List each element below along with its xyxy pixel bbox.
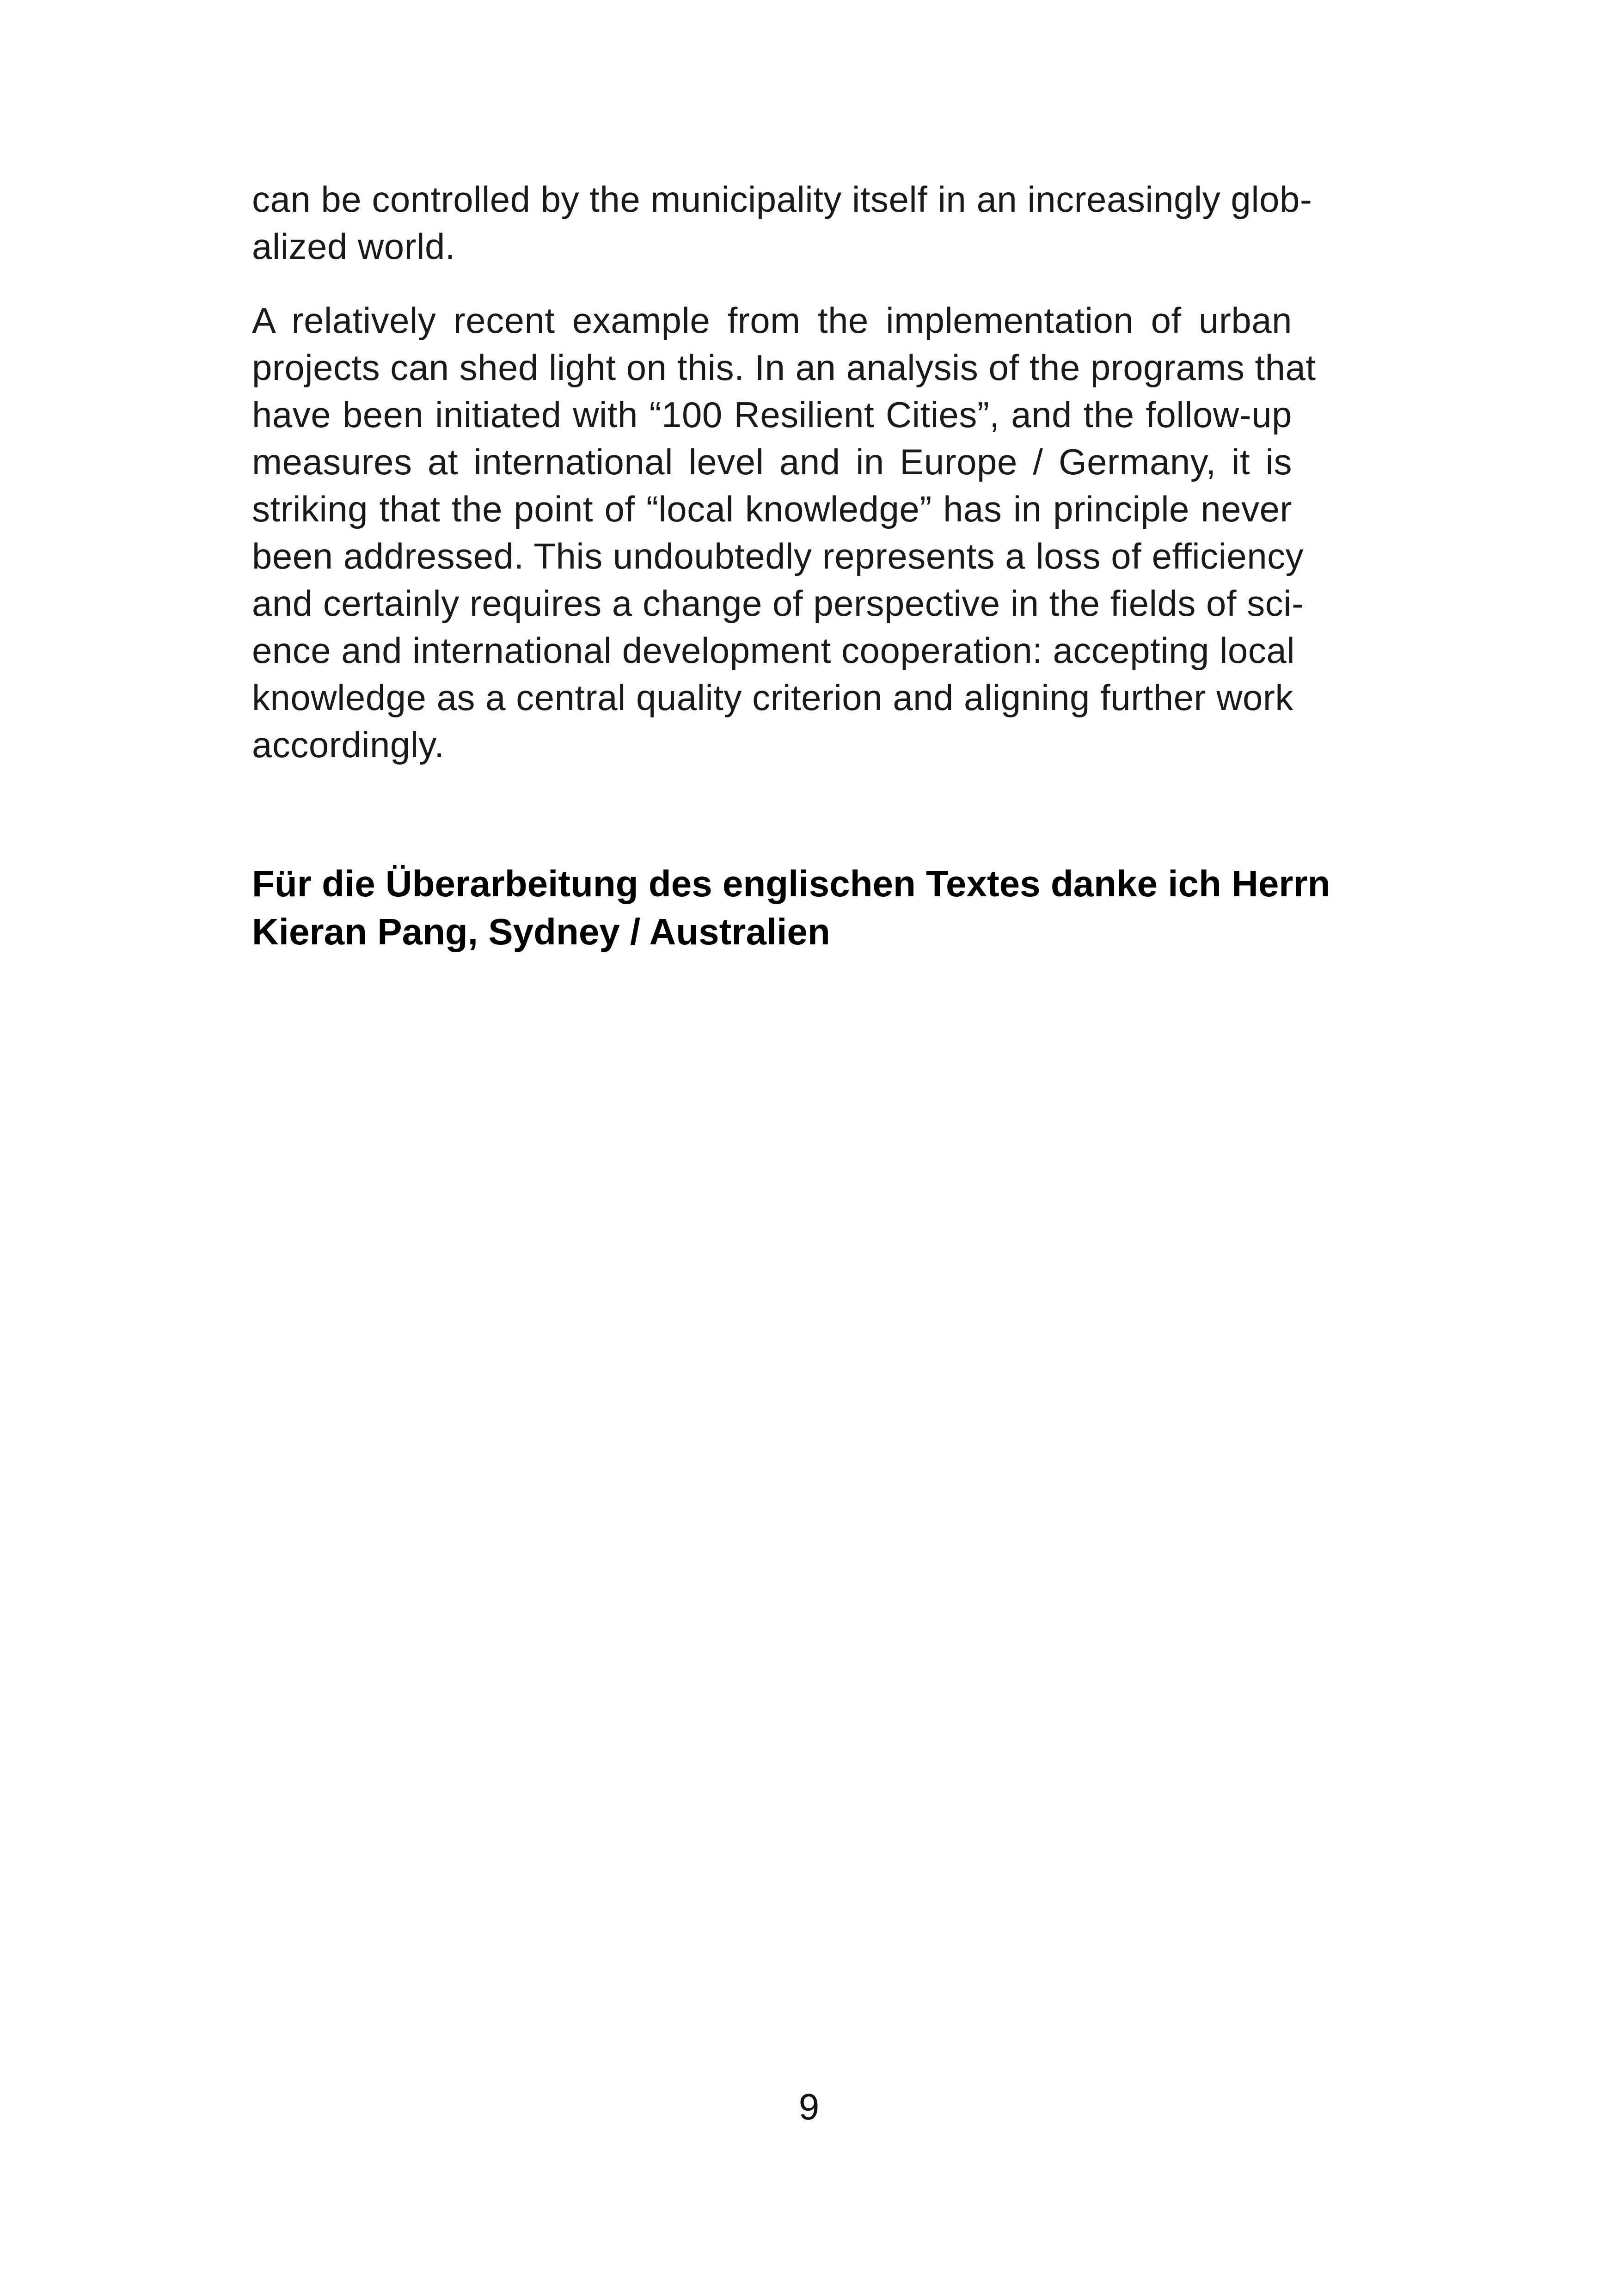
body-text: [252, 176, 1316, 768]
text-line: projects can shed light on this. In an analysis of the programs that: [252, 347, 1316, 388]
text-line: been addressed. This undoubtedly represents a loss of efficiency: [252, 536, 1304, 576]
acknowledgement-line: Für die Überarbeitung des englischen Textes danke ich Herrn: [252, 863, 1330, 904]
text-line: and certainly requires a change of perspective in the fields of sci-: [252, 583, 1304, 624]
text-line: measures at international level and in Europe / Germany, it is: [252, 441, 1292, 482]
paragraph-example: [252, 297, 1316, 768]
acknowledgement: [252, 860, 1330, 956]
text-line: can be controlled by the municipality itself in an increasingly glob-: [252, 179, 1312, 220]
text-line: A relatively recent example from the implementation of urban: [252, 300, 1292, 341]
text-line: striking that the point of “local knowledge” has in principle never: [252, 489, 1292, 529]
page-number: 9: [798, 2086, 820, 2127]
text-line: alized world.: [252, 226, 456, 267]
text-line: knowledge as a central quality criterion and aligning further work: [252, 677, 1293, 718]
text-line: accordingly.: [252, 724, 445, 765]
paragraph-continuation: [252, 176, 1312, 270]
text-line: have been initiated with “100 Resilient Cities”, and the follow-up: [252, 394, 1292, 435]
text-line: ence and international development cooperation: accepting local: [252, 630, 1295, 671]
acknowledgement-line: Kieran Pang, Sydney / Australien: [252, 911, 830, 952]
